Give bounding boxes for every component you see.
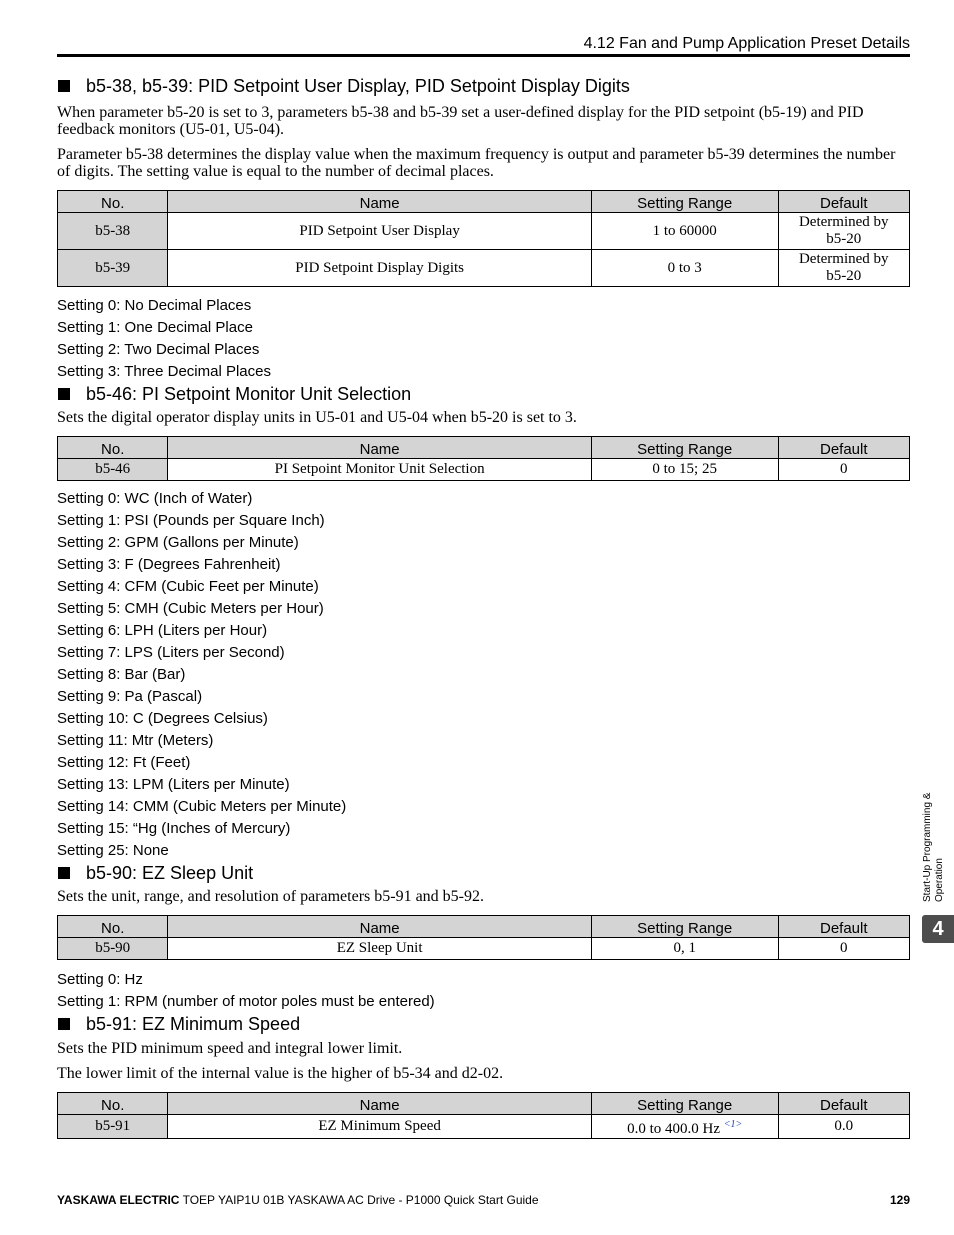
table-row	[58, 213, 910, 250]
cell-no: b5-38	[58, 213, 168, 250]
table-row	[58, 938, 910, 960]
cell-no: b5-91	[58, 1115, 168, 1139]
setting-item: Setting 25: None	[57, 842, 169, 859]
bullet-square-icon	[58, 80, 70, 92]
cell-no: b5-39	[58, 250, 168, 287]
page-content	[57, 74, 910, 1139]
cell-range	[591, 1115, 778, 1139]
table-header-row	[58, 1093, 910, 1115]
table-row	[58, 459, 910, 481]
cell-default: 0	[778, 938, 909, 960]
setting-item: Setting 3: F (Degrees Fahrenheit)	[57, 556, 281, 573]
setting-item: Setting 3: Three Decimal Places	[57, 363, 271, 380]
cell-range: 0, 1	[591, 938, 778, 960]
setting-item: Setting 15: “Hg (Inches of Mercury)	[57, 820, 291, 837]
page-number: 129	[889, 1193, 910, 1207]
footer-doc-title: TOEP YAIP1U 01B YASKAWA AC Drive - P1000 Quick Start Guide	[182, 1193, 539, 1207]
section-heading-b5-46	[57, 382, 910, 406]
col-header-no: No.	[58, 191, 168, 213]
bullet-square-icon	[58, 867, 70, 879]
bullet-square-icon	[58, 388, 70, 400]
settings-list-b5-90	[57, 969, 910, 1013]
settings-list-b5-46	[57, 488, 910, 862]
cell-default	[778, 250, 909, 287]
col-header-default: Default	[778, 191, 909, 213]
side-chapter-label-line2: Operation	[934, 858, 945, 902]
setting-item: Setting 7: LPS (Liters per Second)	[57, 644, 285, 661]
col-header-range: Setting Range	[591, 191, 778, 213]
cell-range: 0 to 15; 25	[591, 459, 778, 481]
setting-item: Setting 0: No Decimal Places	[57, 297, 252, 314]
cell-default	[778, 213, 909, 250]
setting-item: Setting 1: RPM (number of motor poles must be entered)	[57, 993, 435, 1010]
section-heading-text: b5-46: PI Setpoint Monitor Unit Selection	[86, 384, 412, 404]
table-header-row	[58, 437, 910, 459]
table-row	[58, 250, 910, 287]
setting-item: Setting 2: Two Decimal Places	[57, 341, 260, 358]
footnote-ref-link[interactable]: <1>	[723, 1118, 743, 1130]
col-header-name: Name	[168, 916, 591, 938]
cell-name: EZ Minimum Speed	[168, 1115, 591, 1139]
col-header-no: No.	[58, 916, 168, 938]
col-header-default: Default	[778, 437, 909, 459]
col-header-name: Name	[168, 191, 591, 213]
cell-name: PI Setpoint Monitor Unit Selection	[168, 459, 591, 481]
paragraph: The lower limit of the internal value is the higher of b5-34 and d2-02.	[57, 1065, 504, 1082]
cell-default-line1: Determined by	[798, 251, 889, 267]
setting-item: Setting 6: LPH (Liters per Hour)	[57, 622, 268, 639]
side-chapter-label-line1: Start-Up Programming &	[922, 792, 933, 902]
footer-doc-info	[57, 1193, 539, 1207]
settings-list-b5-39	[57, 295, 910, 383]
table-row	[58, 1115, 910, 1139]
table-header-row	[58, 191, 910, 213]
cell-default-line2: b5-20	[826, 231, 862, 247]
setting-item: Setting 13: LPM (Liters per Minute)	[57, 776, 290, 793]
paragraph: Sets the unit, range, and resolution of parameters b5-91 and b5-92.	[57, 888, 484, 905]
col-header-name: Name	[168, 437, 591, 459]
cell-name: PID Setpoint Display Digits	[168, 250, 591, 287]
side-chapter-label	[922, 762, 946, 902]
col-header-range: Setting Range	[591, 437, 778, 459]
page-header-title: 4.12 Fan and Pump Application Preset Details	[583, 35, 910, 52]
cell-name: PID Setpoint User Display	[168, 213, 591, 250]
setting-item: Setting 0: WC (Inch of Water)	[57, 490, 253, 507]
parameter-table-b5-90	[57, 915, 910, 960]
parameter-table-b5-46	[57, 436, 910, 481]
setting-item: Setting 8: Bar (Bar)	[57, 666, 186, 683]
cell-no: b5-46	[58, 459, 168, 481]
cell-default-line2: b5-20	[826, 268, 862, 284]
paragraph: Sets the digital operator display units in U5-01 and U5-04 when b5-20 is set to 3.	[57, 409, 577, 426]
setting-item: Setting 2: GPM (Gallons per Minute)	[57, 534, 299, 551]
setting-item: Setting 1: PSI (Pounds per Square Inch)	[57, 512, 325, 529]
paragraph: When parameter b5-20 is set to 3, parameters b5-38 and b5-39 set a user-defined display for the PID setpoint (b5-19) and PID feedback monitors (U5-01, U5-04).	[57, 104, 864, 138]
paragraph: Sets the PID minimum speed and integral lower limit.	[57, 1040, 403, 1057]
setting-item: Setting 10: C (Degrees Celsius)	[57, 710, 268, 727]
parameter-table-b5-38	[57, 190, 910, 287]
setting-item: Setting 9: Pa (Pascal)	[57, 688, 203, 705]
table-header-row	[58, 916, 910, 938]
cell-default: 0.0	[778, 1115, 909, 1139]
cell-range: 1 to 60000	[591, 213, 778, 250]
chapter-tab[interactable]: 4	[922, 915, 954, 943]
col-header-no: No.	[58, 437, 168, 459]
col-header-name: Name	[168, 1093, 591, 1115]
section-heading-b5-90	[57, 861, 910, 885]
section-heading-b5-91	[57, 1012, 910, 1036]
col-header-default: Default	[778, 1093, 909, 1115]
col-header-no: No.	[58, 1093, 168, 1115]
cell-range-text: 0.0 to 400.0 Hz	[627, 1120, 721, 1137]
parameter-table-b5-91	[57, 1092, 910, 1139]
section-heading-text: b5-91: EZ Minimum Speed	[86, 1014, 301, 1034]
setting-item: Setting 0: Hz	[57, 971, 143, 988]
setting-item: Setting 14: CMM (Cubic Meters per Minute)	[57, 798, 347, 815]
cell-default-line1: Determined by	[798, 214, 889, 230]
cell-default: 0	[778, 459, 909, 481]
setting-item: Setting 12: Ft (Feet)	[57, 754, 191, 771]
col-header-range: Setting Range	[591, 916, 778, 938]
section-heading-text: b5-38, b5-39: PID Setpoint User Display, PID Setpoint Display Digits	[86, 76, 630, 96]
cell-range: 0 to 3	[591, 250, 778, 287]
paragraph: Parameter b5-38 determines the display value when the maximum frequency is output and parameter b5-39 determines the number of digits. The setting value is equal to the number of decimal places.	[57, 146, 896, 180]
cell-name: EZ Sleep Unit	[168, 938, 591, 960]
setting-item: Setting 1: One Decimal Place	[57, 319, 253, 336]
section-heading-text: b5-90: EZ Sleep Unit	[86, 863, 254, 883]
cell-no: b5-90	[58, 938, 168, 960]
section-heading-b5-38	[57, 74, 910, 98]
setting-item: Setting 5: CMH (Cubic Meters per Hour)	[57, 600, 324, 617]
col-header-default: Default	[778, 916, 909, 938]
footer-brand: YASKAWA ELECTRIC	[57, 1193, 180, 1207]
bullet-square-icon	[58, 1018, 70, 1030]
setting-item: Setting 11: Mtr (Meters)	[57, 732, 214, 749]
col-header-range: Setting Range	[591, 1093, 778, 1115]
setting-item: Setting 4: CFM (Cubic Feet per Minute)	[57, 578, 319, 595]
header-rule	[57, 54, 910, 57]
